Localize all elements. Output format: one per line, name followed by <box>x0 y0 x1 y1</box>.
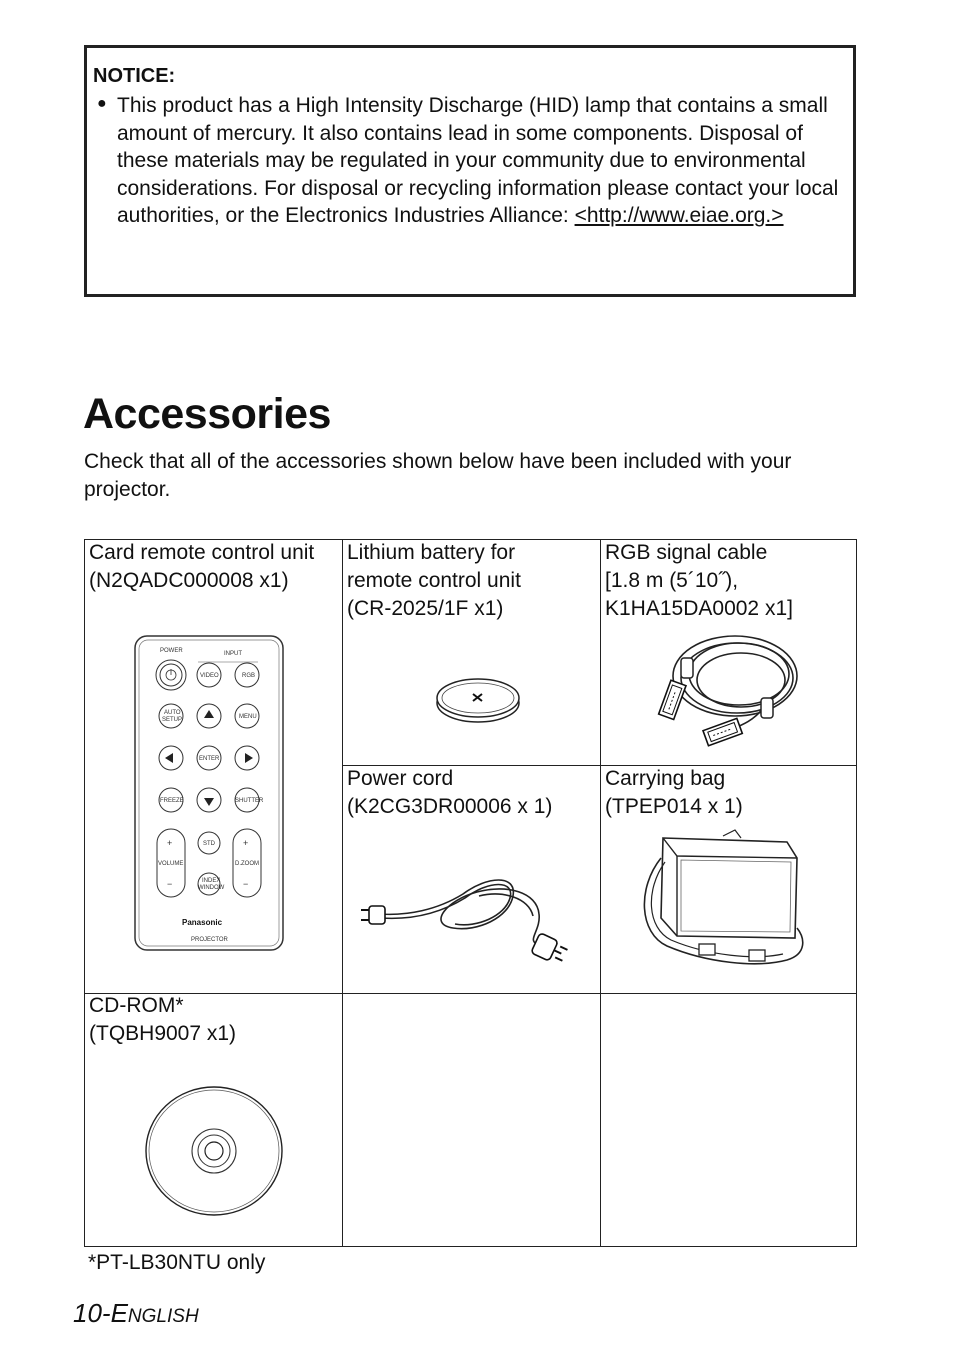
remote-rgb-label: RGB <box>242 673 256 679</box>
accessory-power-cord-label: Power cord (K2CG3DR00006 x 1) <box>347 767 553 818</box>
remote-vol-plus: + <box>167 838 173 848</box>
accessories-table <box>84 539 857 1247</box>
remote-menu-label: MENU <box>239 714 257 720</box>
notice-box <box>84 45 856 297</box>
page-title: Accessories <box>83 390 331 438</box>
accessory-battery-label: Lithium battery for remote control unit (CR-2025/1F x1) <box>347 541 521 620</box>
remote-auto-label: AUTO <box>164 710 181 716</box>
remote-zoom-minus: − <box>243 879 249 889</box>
remote-enter-label: ENTER <box>199 756 220 762</box>
bullet-icon: ● <box>97 95 107 112</box>
remote-std-label: STD <box>203 841 215 847</box>
remote-model: PROJECTOR <box>191 937 228 943</box>
remote-freeze-label: FREEZE <box>160 798 184 804</box>
remote-shutter-label: SHUTTER <box>235 798 264 804</box>
accessory-rgb-cable-label: RGB signal cable [1.8 m (5´10˝), K1HA15DA0002 x1] <box>605 541 793 620</box>
battery-icon <box>435 675 521 727</box>
remote-video-label: VIDEO <box>200 673 219 679</box>
footnote: *PT-LB30NTU only <box>88 1251 266 1274</box>
remote-power-label: POWER <box>160 648 183 654</box>
carrying-bag-icon <box>637 828 812 983</box>
notice-title: NOTICE: <box>93 65 176 87</box>
remote-control-icon <box>134 635 284 951</box>
remote-zoom-plus: + <box>243 838 249 848</box>
cd-rom-icon <box>145 1085 285 1215</box>
page-number: 10-ENGLISH <box>73 1298 199 1328</box>
remote-brand: Panasonic <box>182 918 223 927</box>
remote-setup-label: SETUP <box>162 717 183 723</box>
remote-window-label: WINDOW <box>198 885 225 891</box>
intro-text: Check that all of the accessories shown below have been included with your projector. <box>84 450 792 501</box>
accessory-remote-label: Card remote control unit (N2QADC000008 x1) <box>89 541 315 592</box>
remote-dzoom-label: D.ZOOM <box>235 861 259 867</box>
notice-text: This product has a High Intensity Discharge (HID) lamp that contains a small amount of mercury. It also contains lead in some components. Disposal of these materials may be regulated in your community due to environmental considerations. For disposal or recycling information please contact your local authorities, or the Electronics Industries Alliance: <box>117 94 839 227</box>
accessory-carrying-bag-label: Carrying bag (TPEP014 x 1) <box>605 767 743 818</box>
remote-volume-label: VOLUME <box>158 861 184 867</box>
remote-index-label: INDEX <box>202 878 221 884</box>
eia-link[interactable]: <http://www.eiae.org.> <box>574 204 784 227</box>
notice-body <box>117 92 842 230</box>
accessory-cd-rom-label: CD-ROM* (TQBH9007 x1) <box>89 994 237 1045</box>
power-cord-icon <box>367 870 582 960</box>
remote-input-label: INPUT <box>224 651 242 657</box>
rgb-cable-icon <box>653 628 803 753</box>
remote-vol-minus: − <box>167 879 173 889</box>
